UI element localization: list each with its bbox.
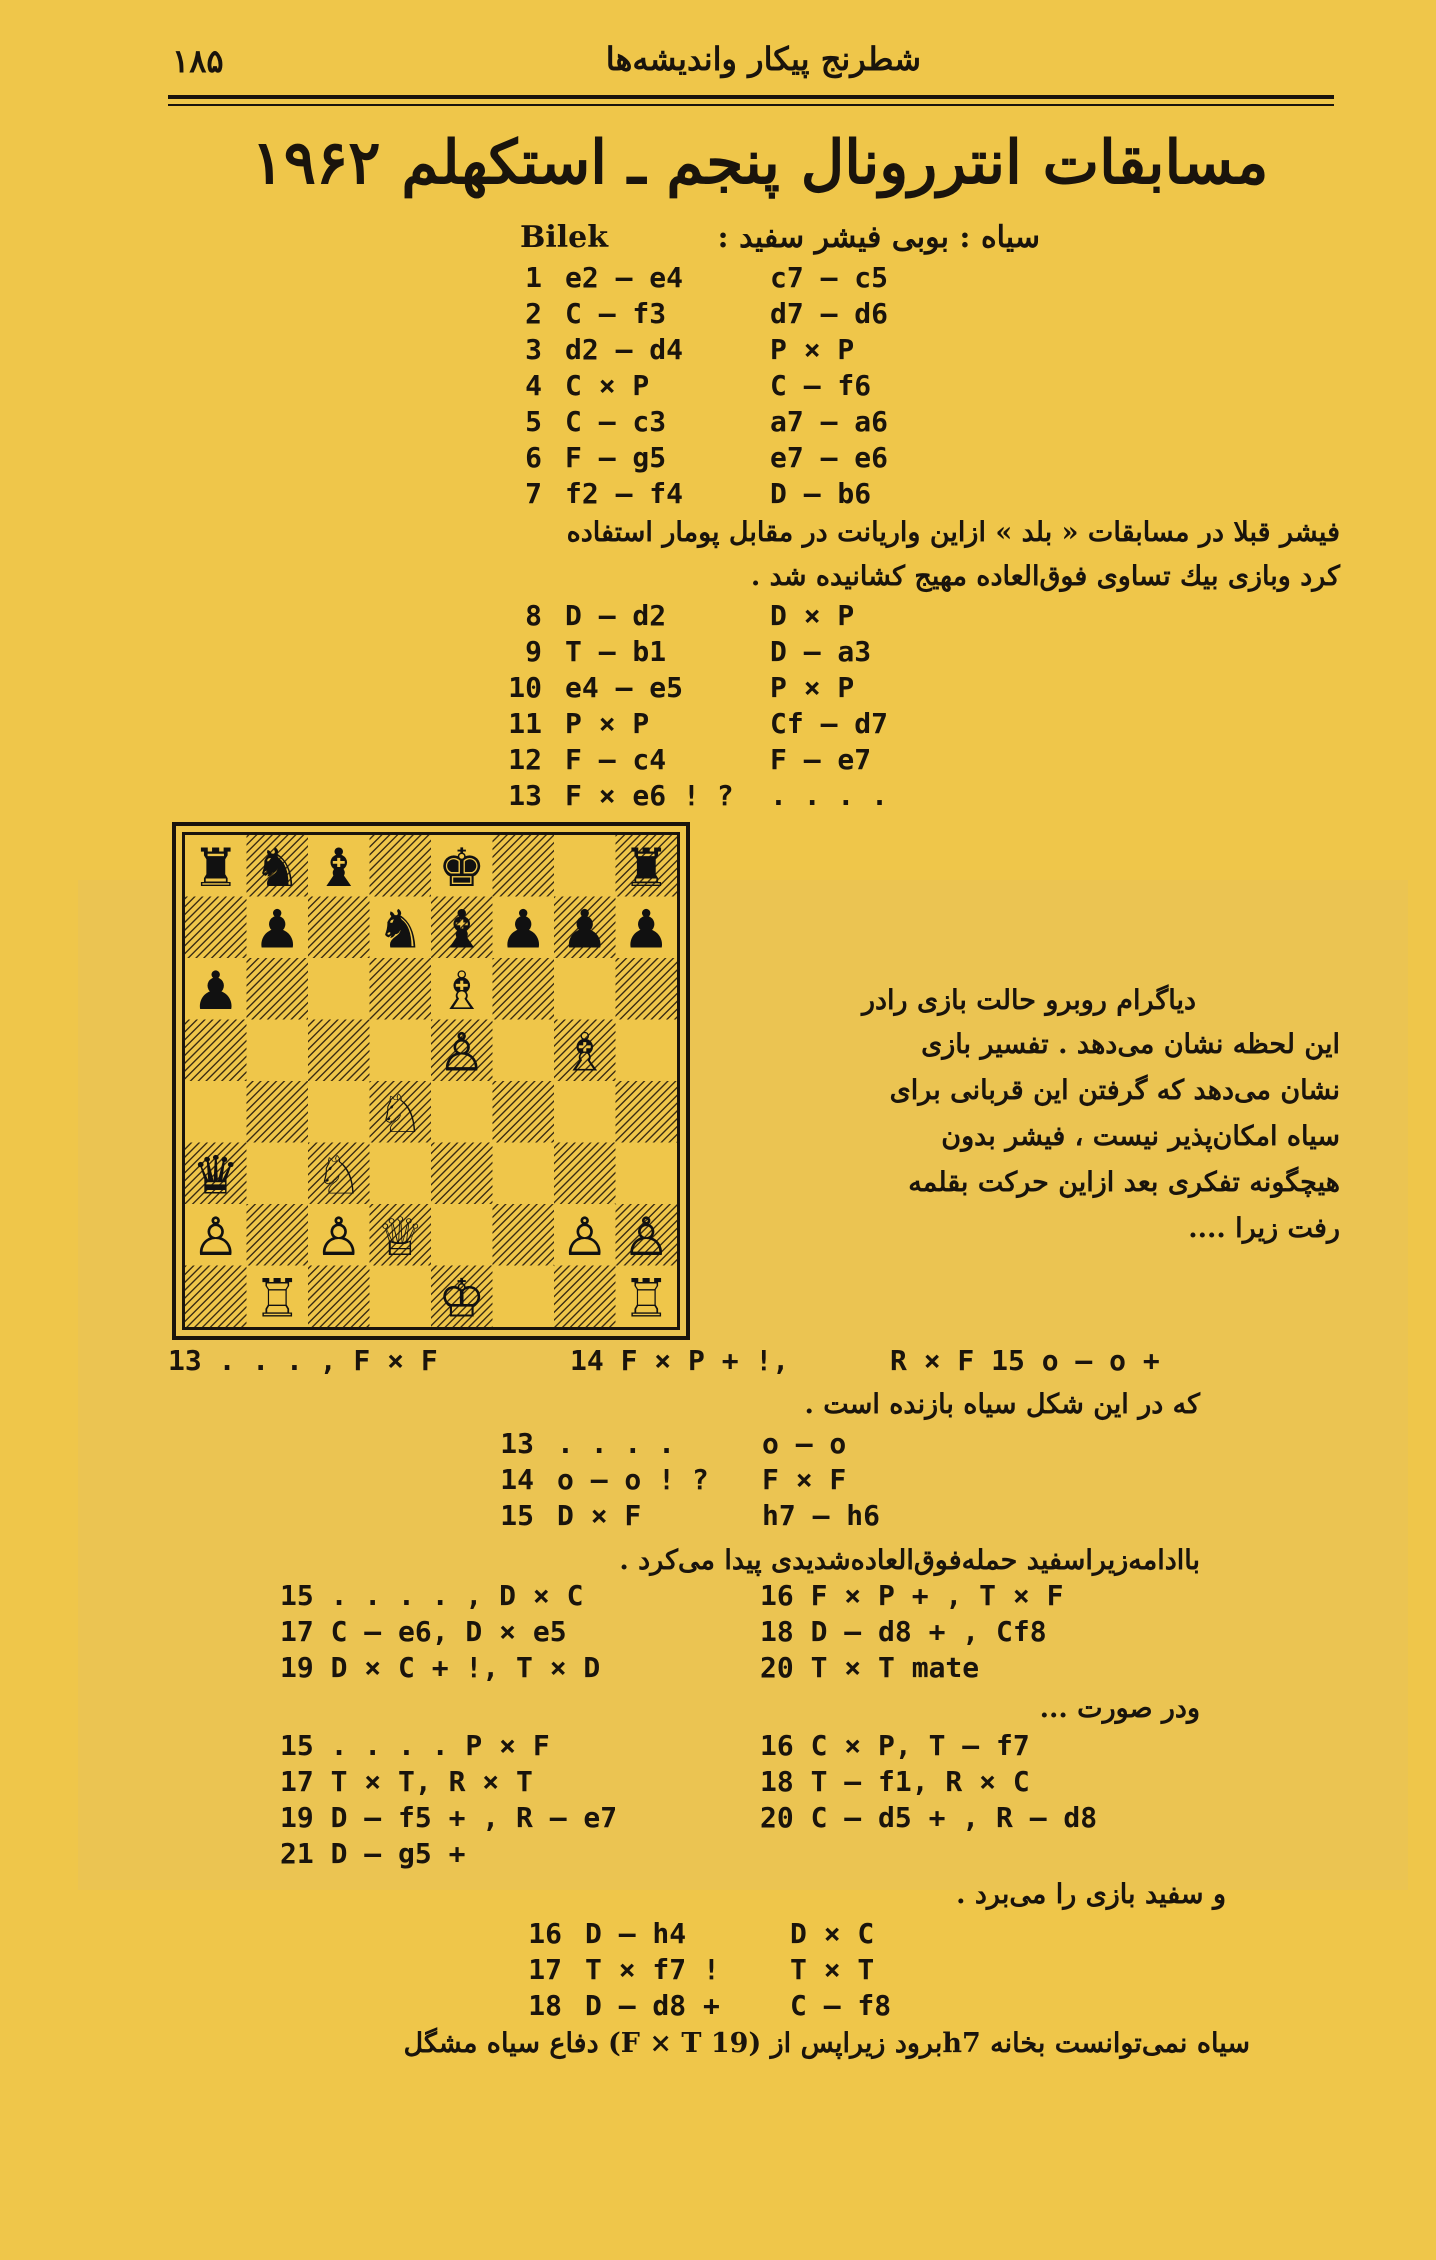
header-rule-thick	[168, 95, 1334, 99]
line-after-board-a: 13 . . . , F × F	[168, 1344, 438, 1377]
comment-attack: باادامه‌زیراسفید حمله‌فوق‌العاده‌شدیدی پیدا می‌کرد .	[619, 1545, 1200, 1576]
comment-white-wins: و سفید بازی را می‌برد .	[956, 1879, 1226, 1910]
black-knight-icon	[377, 900, 424, 961]
dark-square	[185, 897, 247, 959]
white-pawn-icon	[438, 1023, 485, 1084]
page-title: مسابقات انتررونال پنجم ـ استکهلم ۱۹۶۲	[251, 128, 1269, 198]
move-number: 7	[525, 477, 542, 510]
diagram-caption-3: نشان می‌دهد که گرفتن این قربانی برای	[889, 1075, 1340, 1106]
black-move: D — b6	[770, 477, 872, 510]
black-move: c7 — c5	[770, 261, 889, 294]
black-move: d7 — d6	[770, 297, 889, 330]
white-rook-icon	[623, 1269, 670, 1327]
variation-left: 19 D — f5 + , R — e7	[280, 1801, 618, 1834]
white-move: e2 — e4	[565, 261, 684, 294]
white-move: o — o ! ?	[557, 1463, 709, 1496]
white-move: d2 — d4	[565, 333, 684, 366]
variation-left: 15 . . . . P × F	[280, 1729, 550, 1762]
light-square	[308, 958, 370, 1020]
dark-square	[308, 897, 370, 959]
white-move: C × P	[565, 369, 650, 402]
comment-line-1: فیشر قبلا در مسابقات « بلد » ازاین واریانت در مقابل پومار استفاده	[566, 517, 1340, 548]
black-move: Cf — d7	[770, 707, 889, 740]
move-number: 10	[508, 671, 542, 704]
white-move: D — d8 +	[585, 1989, 720, 2022]
light-square	[370, 1143, 432, 1205]
light-square	[370, 1266, 432, 1328]
white-pawn-icon	[315, 1207, 362, 1268]
black-rook-icon	[192, 838, 239, 899]
dark-square	[247, 958, 309, 1020]
header-rule-thin	[168, 104, 1334, 106]
dark-square	[370, 958, 432, 1020]
black-move: D — a3	[770, 635, 872, 668]
move-number: 6	[525, 441, 542, 474]
dark-square	[185, 1020, 247, 1082]
black-move: D × C	[790, 1917, 875, 1950]
diagram-caption-2: این لحظه نشان می‌دهد . تفسیر بازی	[921, 1029, 1340, 1060]
move-number: 12	[508, 743, 542, 776]
variation-left: 19 D × C + !, T × D	[280, 1651, 601, 1684]
light-square	[554, 835, 616, 897]
white-move: D × F	[557, 1499, 642, 1532]
variation-left: 17 T × T, R × T	[280, 1765, 533, 1798]
dark-square	[185, 1266, 247, 1328]
black-move: e7 — e6	[770, 441, 889, 474]
move-number: 15	[500, 1499, 534, 1532]
black-move: C — f6	[770, 369, 872, 402]
white-knight-icon	[315, 1146, 362, 1207]
line-after-board-c: R × F 15 o — o +	[890, 1344, 1160, 1377]
white-king-icon	[438, 1269, 485, 1327]
black-move: F × F	[762, 1463, 847, 1496]
dark-square	[493, 835, 555, 897]
light-square	[247, 1020, 309, 1082]
light-square	[431, 1081, 493, 1143]
light-square	[616, 1020, 678, 1082]
diagram-caption-4: سیاه امکان‌پذیر نیست ، فیشر بدون	[941, 1121, 1340, 1152]
white-move: D — d2	[565, 599, 667, 632]
diagram-caption-6: رفت زیرا ....	[1188, 1213, 1340, 1244]
variation-right: 18 T — f1, R × C	[760, 1765, 1030, 1798]
dark-square	[493, 1204, 555, 1266]
move-number: 9	[525, 635, 542, 668]
variation-left: 17 C — e6, D × e5	[280, 1615, 567, 1648]
black-queen-icon	[192, 1146, 239, 1207]
variation-right: 16 C × P, T — f7	[760, 1729, 1030, 1762]
move-number: 5	[525, 405, 542, 438]
players-label: سیاه : بوبی فیشر سفید :	[717, 220, 1040, 255]
white-pawn-icon	[192, 1207, 239, 1268]
black-rook-icon	[623, 838, 670, 899]
white-move: T — b1	[565, 635, 667, 668]
light-square	[493, 1020, 555, 1082]
white-pawn-icon	[623, 1207, 670, 1268]
white-player-name: Bilek	[520, 220, 609, 255]
black-move: o — o	[762, 1427, 847, 1460]
page-number: ۱۸۵	[172, 42, 224, 80]
light-square	[554, 958, 616, 1020]
light-square	[247, 1143, 309, 1205]
white-move: . . . .	[557, 1427, 676, 1460]
white-move: C — f3	[565, 297, 667, 330]
white-move: D — h4	[585, 1917, 687, 1950]
white-move: T × f7 !	[585, 1953, 720, 1986]
move-number: 13	[500, 1427, 534, 1460]
white-move: P × P	[565, 707, 650, 740]
black-move: F — e7	[770, 743, 872, 776]
black-move: a7 — a6	[770, 405, 889, 438]
move-number: 8	[525, 599, 542, 632]
dark-square	[616, 1081, 678, 1143]
dark-square	[554, 1266, 616, 1328]
move-number: 18	[528, 1989, 562, 2022]
comment-line-2: کرد وبازی بیك تساوی فوق‌العاده مهیج کشانیده شد .	[750, 561, 1340, 592]
move-number: 4	[525, 369, 542, 402]
light-square	[431, 1204, 493, 1266]
black-move: P × P	[770, 671, 855, 704]
move-number: 3	[525, 333, 542, 366]
black-king-icon	[438, 838, 485, 899]
variation-left: 21 D — g5 +	[280, 1837, 466, 1870]
dark-square	[616, 958, 678, 1020]
white-bishop-icon	[561, 1023, 608, 1084]
black-pawn-icon	[192, 961, 239, 1022]
line-after-board-b: 14 F × P + !,	[570, 1344, 790, 1377]
comment-loses: که در این شکل سیاه بازنده است .	[804, 1389, 1200, 1420]
light-square	[493, 1266, 555, 1328]
light-square	[185, 1081, 247, 1143]
white-knight-icon	[377, 1084, 424, 1145]
black-bishop-icon	[315, 838, 362, 899]
dark-square	[308, 1266, 370, 1328]
white-move: F — g5	[565, 441, 667, 474]
dark-square	[431, 1143, 493, 1205]
white-move: f2 — f4	[565, 477, 684, 510]
black-pawn-icon	[623, 900, 670, 961]
black-move: h7 — h6	[762, 1499, 881, 1532]
diagram-caption-5: هیچگونه تفکری بعد ازاین حرکت بقلمه	[908, 1167, 1340, 1198]
move-number: 13	[508, 779, 542, 812]
dark-square	[247, 1204, 309, 1266]
dark-square	[308, 1020, 370, 1082]
white-move: F — c4	[565, 743, 667, 776]
light-square	[493, 1143, 555, 1205]
comment-final: سیاه نمی‌توانست بخانه h7برود زیراپس از (19 F × T) دفاع سیاه مشگل	[403, 2028, 1250, 2059]
dark-square	[493, 958, 555, 1020]
black-move: D × P	[770, 599, 855, 632]
black-pawn-icon	[500, 900, 547, 961]
dark-square	[370, 835, 432, 897]
light-square	[370, 1020, 432, 1082]
white-move: e4 — e5	[565, 671, 684, 704]
move-number: 2	[525, 297, 542, 330]
light-square	[616, 1143, 678, 1205]
black-move: . . . .	[770, 779, 889, 812]
light-square	[554, 1081, 616, 1143]
black-pawn-icon	[254, 900, 301, 961]
variation-right: 20 T × T mate	[760, 1651, 980, 1684]
black-bishop-icon	[438, 900, 485, 961]
move-number: 14	[500, 1463, 534, 1496]
variation-right: 18 D — d8 + , Cf8	[760, 1615, 1047, 1648]
diagram-caption-1: دیاگرام روبرو حالت بازی رادر	[861, 985, 1196, 1016]
white-move: F × e6 ! ?	[565, 779, 734, 812]
variation-left: 15 . . . . , D × C	[280, 1579, 584, 1612]
white-bishop-icon	[438, 961, 485, 1022]
white-queen-icon	[377, 1207, 424, 1268]
running-title: شطرنج پیکار واندیشه‌ها	[605, 40, 921, 78]
move-number: 1	[525, 261, 542, 294]
black-knight-icon	[254, 838, 301, 899]
variation-right: 20 C — d5 + , R — d8	[760, 1801, 1098, 1834]
black-move: C — f8	[790, 1989, 892, 2022]
dark-square	[493, 1081, 555, 1143]
move-number: 17	[528, 1953, 562, 1986]
comment-otherwise: ودر صورت ...	[1039, 1693, 1200, 1724]
chess-board-svg	[185, 835, 677, 1327]
chess-diagram	[182, 832, 680, 1330]
black-move: P × P	[770, 333, 855, 366]
white-rook-icon	[254, 1269, 301, 1327]
dark-square	[247, 1081, 309, 1143]
black-move: T × T	[790, 1953, 875, 1986]
dark-square	[554, 1143, 616, 1205]
move-number: 11	[508, 707, 542, 740]
move-number: 16	[528, 1917, 562, 1950]
variation-right: 16 F × P + , T × F	[760, 1579, 1064, 1612]
black-pawn-icon	[561, 900, 608, 961]
light-square	[308, 1081, 370, 1143]
white-pawn-icon	[561, 1207, 608, 1268]
white-move: C — c3	[565, 405, 667, 438]
